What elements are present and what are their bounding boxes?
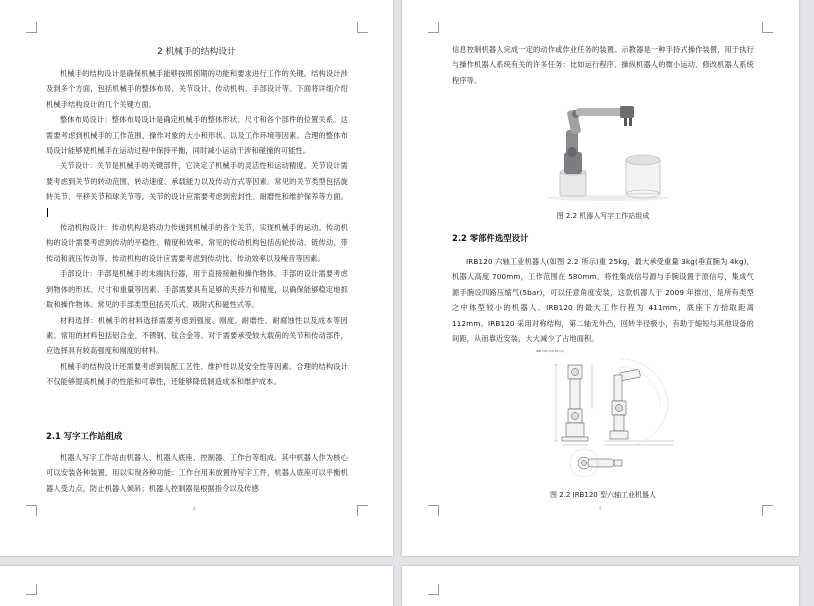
page-corner-mark bbox=[762, 505, 773, 516]
page-corner-mark bbox=[357, 505, 368, 516]
document-page-next-left bbox=[0, 566, 393, 606]
figure-caption: 图 2.2 IRB120 型六轴工业机器人 bbox=[550, 491, 656, 499]
figure-caption: 图 2.2 机器人写字工作站组成 bbox=[556, 212, 650, 220]
page-corner-mark bbox=[428, 505, 439, 516]
document-page-right bbox=[402, 0, 799, 556]
section-heading: 2.1 写字工作站组成 bbox=[46, 431, 123, 441]
drawing-label: IRB 120-3/0.58 (A) bbox=[536, 349, 564, 353]
paragraph-text: 关节设计：关节是机械手的关键部件，它决定了机械手的灵活性和运动精度。关节设计需要考虑到关节的转动范围、转动速度、承载能力以及传动方式等因素。常见的关节类型包括旋转关节、平移关节和球关节等。关节的设计应需要考虑到密封性、耐磨性和维护保养等方面。 bbox=[46, 161, 348, 202]
paragraph: 材料选择：机械手的材料选择需要考虑到强度、刚度、耐磨性、耐腐蚀性以及成本等因素。常用的材料包括铝合金、不锈钢、钛合金等。对于需要承受较大载荷的关节和传动部件，应选择具有较高强度和刚度的材料。 bbox=[46, 315, 348, 356]
page-number: 5 bbox=[599, 506, 602, 511]
page-corner-mark bbox=[26, 584, 37, 595]
section-heading: 2.2 零部件选型设计 bbox=[452, 233, 529, 243]
section-body[interactable] bbox=[46, 450, 348, 496]
page-corner-mark bbox=[762, 22, 773, 33]
document-page-left bbox=[0, 0, 393, 556]
page-corner-mark bbox=[26, 22, 37, 33]
chapter-body[interactable] bbox=[46, 66, 348, 390]
document-page-next-right bbox=[402, 566, 799, 606]
paragraph: 信息控制机器人完成一定的动作或作业任务的装置。示教器是一种手持式操作装置，用于执行与操作机器人系统有关的许多任务：比如运行程序、操纵机器人的微小运动、修改机器人系统程序等。 bbox=[452, 45, 754, 85]
paragraph: 机器人写字工作站由机器人、机器人底座、控制器、工作台等组成。其中机器人作为核心可以安装各种装置，用以实现各种功能：工作台用来放置待写字工件，机器人底座可以平衡机器人受力点，防止机器人倾斜；机器人控制器是根据指令以及传感 bbox=[46, 453, 348, 493]
page-corner-mark bbox=[428, 22, 439, 33]
paragraph bbox=[46, 158, 348, 220]
page-corner-mark bbox=[428, 584, 439, 595]
page-corner-mark bbox=[26, 505, 37, 516]
chapter-title: 2 机械手的结构设计 bbox=[157, 47, 236, 57]
paragraph: 传动机构设计：传动机构是将动力传递到机械手的各个关节，实现机械手的运动。传动机构的设计需要考虑到传动的平稳性、精度和效率。常见的传动机构包括齿轮传动、链传动、带传动和液压传动等。传动机构的设计应需要考虑到传动比、传动效率以及噪音等因素。 bbox=[46, 223, 348, 263]
paragraph: 手部设计：手部是机械手的末端执行器，用于直接接触和操作物体。手部的设计需要考虑到物体的形状、尺寸和重量等因素。手部需要具有足够的夹持力和精度，以确保能够稳定地抓取和操作物体。常见的手部类型包括夹爪式、吸附式和磁性式等。 bbox=[46, 269, 348, 310]
paragraph: 机械手的结构设计还需要考虑到装配工艺性、维护性以及安全性等因素。合理的结构设计不仅能够提高机械手的性能和可靠性，还能够降低制造成本和维护成本。 bbox=[46, 361, 348, 387]
irb120-drawing-figure bbox=[534, 345, 684, 483]
paragraph: 整体布局设计：整体布局设计是确定机械手的整体形状、尺寸和各个部件的位置关系。这需要考虑到机械手的工作范围、操作对象的大小和形状、以及工作环境等因素。合理的整体布局设计能够使机械手在运动过程中保持平衡，同时减小运动干涉和碰撞的可能性。 bbox=[46, 115, 348, 156]
section-body[interactable] bbox=[452, 254, 754, 346]
workstation-figure bbox=[538, 94, 672, 202]
top-paragraph-block[interactable] bbox=[452, 42, 754, 88]
paragraph: IRB120 六轴工业机器人(如图 2.2 所示)重 25kg，最大承受重量 3kg(垂直腕为 4kg)，机器人高度 700mm，工作范围在 580mm。将性集成信号源与手腕设置于原信号，集成气源手腕设四路压缩气(5bar)，可以任意角度安装，这款机器人于 2009 年推出，是所有类型之中体型较小的机器人。IRB120 的最大工作行程为 411mm，底座下方拾取距离 112mm。IRB120 采用对称结构，第二轴无外凸，回转半径极小，有助于缩短与其他设备的间距，从而靠近安装，大大减少了占地面积。 bbox=[452, 257, 754, 344]
paragraph: 机械手的结构设计是确保机械手能够按照预期的功能和要求进行工作的关键。结构设计涉及到多个方面，包括机械手的整体布局、关节设计、传动机构、手部设计等。下面将详细介绍机械手结构设计的几个关键方面。 bbox=[46, 69, 348, 109]
page-number: 4 bbox=[193, 506, 196, 511]
page-corner-mark bbox=[357, 22, 368, 33]
text-cursor bbox=[47, 208, 48, 217]
